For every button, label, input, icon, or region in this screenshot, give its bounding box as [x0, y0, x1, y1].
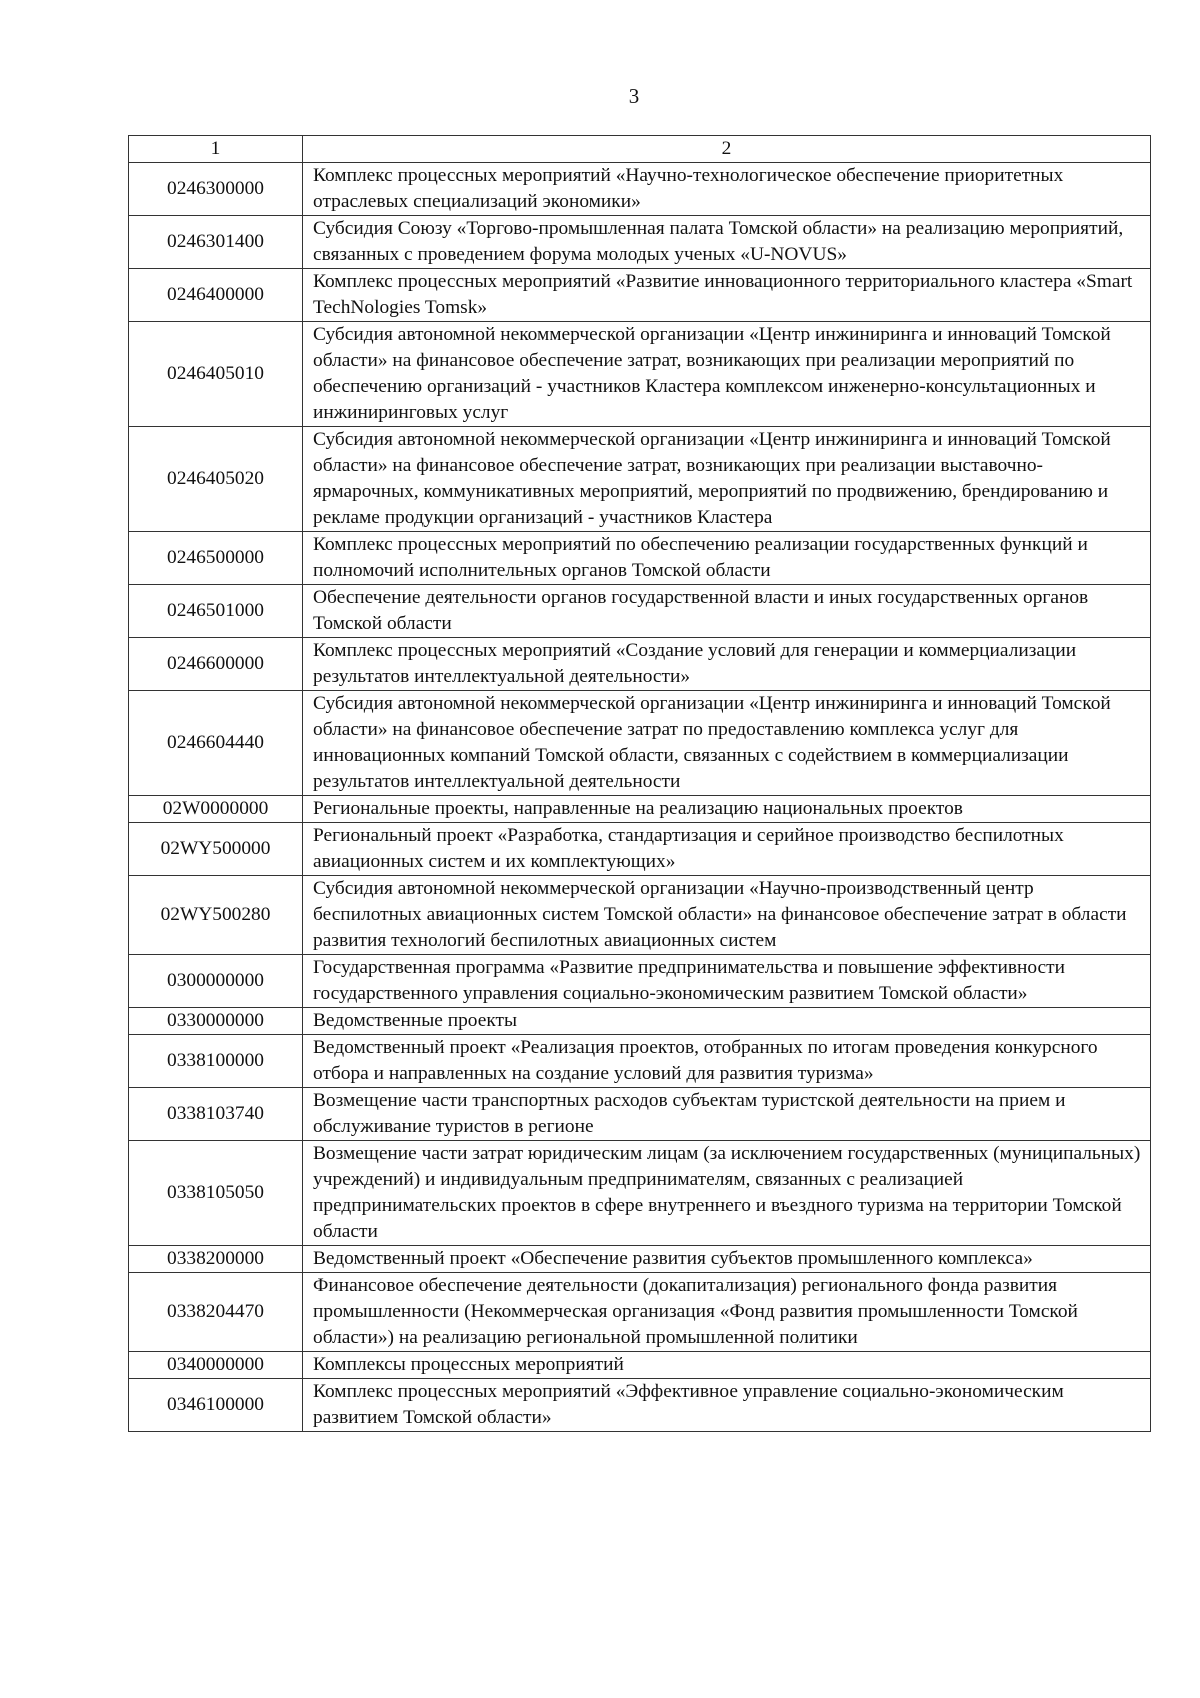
row-description: Субсидия автономной некоммерческой организации «Научно-производственный центр беспилотных авиационных систем Томской области» на финансовое обеспечение затрат в области развития технологий беспилотных авиационных систем [303, 876, 1151, 955]
row-description: Государственная программа «Развитие предпринимательства и повышение эффективности государственного управления социально-экономическим развитием Томской области» [303, 955, 1151, 1008]
row-description: Комплекс процессных мероприятий «Создание условий для генерации и коммерциализации результатов интеллектуальной деятельности» [303, 638, 1151, 691]
row-code: 02WY500000 [129, 823, 303, 876]
row-description: Комплекс процессных мероприятий по обеспечению реализации государственных функций и полномочий исполнительных органов Томской области [303, 532, 1151, 585]
row-code: 0246300000 [129, 163, 303, 216]
table-row [129, 1088, 1151, 1141]
row-code: 0246405020 [129, 427, 303, 532]
budget-code-table [128, 135, 1151, 1432]
table-row [129, 1141, 1151, 1246]
table-row [129, 585, 1151, 638]
row-code: 0340000000 [129, 1352, 303, 1379]
table-row [129, 532, 1151, 585]
table-row [129, 823, 1151, 876]
table-row [129, 163, 1151, 216]
table-row [129, 1273, 1151, 1352]
column-header-description: 2 [303, 136, 1151, 163]
table-row [129, 1246, 1151, 1273]
row-code: 0246400000 [129, 269, 303, 322]
row-description: Субсидия автономной некоммерческой организации «Центр инжиниринга и инноваций Томской области» на финансовое обеспечение затрат, возникающих при реализации выставочно-ярмарочных, коммуникативных мероприятий, мероприятий по продвижению, брендированию и рекламе продукции организаций - участников Кластера [303, 427, 1151, 532]
row-code: 0246405010 [129, 322, 303, 427]
row-code: 0338100000 [129, 1035, 303, 1088]
table-row [129, 1035, 1151, 1088]
row-code: 0246604440 [129, 691, 303, 796]
row-description: Комплекс процессных мероприятий «Развитие инновационного территориального кластера «Smart TechNologies Tomsk» [303, 269, 1151, 322]
row-code: 0246500000 [129, 532, 303, 585]
row-code: 0338200000 [129, 1246, 303, 1273]
row-description: Обеспечение деятельности органов государственной власти и иных государственных органов Томской области [303, 585, 1151, 638]
row-description: Региональные проекты, направленные на реализацию национальных проектов [303, 796, 1151, 823]
table-row [129, 1379, 1151, 1432]
row-code: 0246301400 [129, 216, 303, 269]
row-description: Ведомственный проект «Реализация проектов, отобранных по итогам проведения конкурсного отбора и направленных на создание условий для развития туризма» [303, 1035, 1151, 1088]
row-code: 0346100000 [129, 1379, 303, 1432]
table-row [129, 638, 1151, 691]
row-description: Субсидия автономной некоммерческой организации «Центр инжиниринга и инноваций Томской области» на финансовое обеспечение затрат, возникающих при реализации мероприятий по обеспечению организаций - участников Кластера комплексом инженерно-консультационных и инжиниринговых услуг [303, 322, 1151, 427]
row-description: Региональный проект «Разработка, стандартизация и серийное производство беспилотных авиационных систем и их комплектующих» [303, 823, 1151, 876]
row-description: Ведомственный проект «Обеспечение развития субъектов промышленного комплекса» [303, 1246, 1151, 1273]
row-code: 0246600000 [129, 638, 303, 691]
table-row [129, 955, 1151, 1008]
row-description: Возмещение части затрат юридическим лицам (за исключением государственных (муниципальных) учреждений) и индивидуальным предпринимателям, связанных с реализацией предпринимательских проектов в сфере внутреннего и въездного туризма на территории Томской области [303, 1141, 1151, 1246]
table-row [129, 796, 1151, 823]
table-row [129, 269, 1151, 322]
row-code: 02W0000000 [129, 796, 303, 823]
row-code: 0246501000 [129, 585, 303, 638]
table-row [129, 427, 1151, 532]
row-code: 0330000000 [129, 1008, 303, 1035]
row-description: Субсидия Союзу «Торгово-промышленная палата Томской области» на реализацию мероприятий, связанных с проведением форума молодых ученых «U-NOVUS» [303, 216, 1151, 269]
table-row [129, 1008, 1151, 1035]
table-row [129, 691, 1151, 796]
row-code: 02WY500280 [129, 876, 303, 955]
table-row [129, 322, 1151, 427]
column-header-code: 1 [129, 136, 303, 163]
row-description: Комплексы процессных мероприятий [303, 1352, 1151, 1379]
row-description: Возмещение части транспортных расходов субъектам туристской деятельности на прием и обслуживание туристов в регионе [303, 1088, 1151, 1141]
table-row [129, 876, 1151, 955]
table-row [129, 1352, 1151, 1379]
row-code: 0300000000 [129, 955, 303, 1008]
row-description: Комплекс процессных мероприятий «Эффективное управление социально-экономическим развитием Томской области» [303, 1379, 1151, 1432]
row-description: Комплекс процессных мероприятий «Научно-технологическое обеспечение приоритетных отраслевых специализаций экономики» [303, 163, 1151, 216]
row-description: Финансовое обеспечение деятельности (докапитализация) регионального фонда развития промышленности (Некоммерческая организация «Фонд развития промышленности Томской области») на реализацию региональной промышленной политики [303, 1273, 1151, 1352]
row-code: 0338103740 [129, 1088, 303, 1141]
row-code: 0338204470 [129, 1273, 303, 1352]
table-row [129, 216, 1151, 269]
table-header-row [129, 136, 1151, 163]
row-code: 0338105050 [129, 1141, 303, 1246]
row-description: Субсидия автономной некоммерческой организации «Центр инжиниринга и инноваций Томской области» на финансовое обеспечение затрат по предоставлению комплекса услуг для инновационных компаний Томской области, связанных с содействием в коммерциализации результатов интеллектуальной деятельности [303, 691, 1151, 796]
row-description: Ведомственные проекты [303, 1008, 1151, 1035]
page-number: 3 [628, 84, 640, 108]
